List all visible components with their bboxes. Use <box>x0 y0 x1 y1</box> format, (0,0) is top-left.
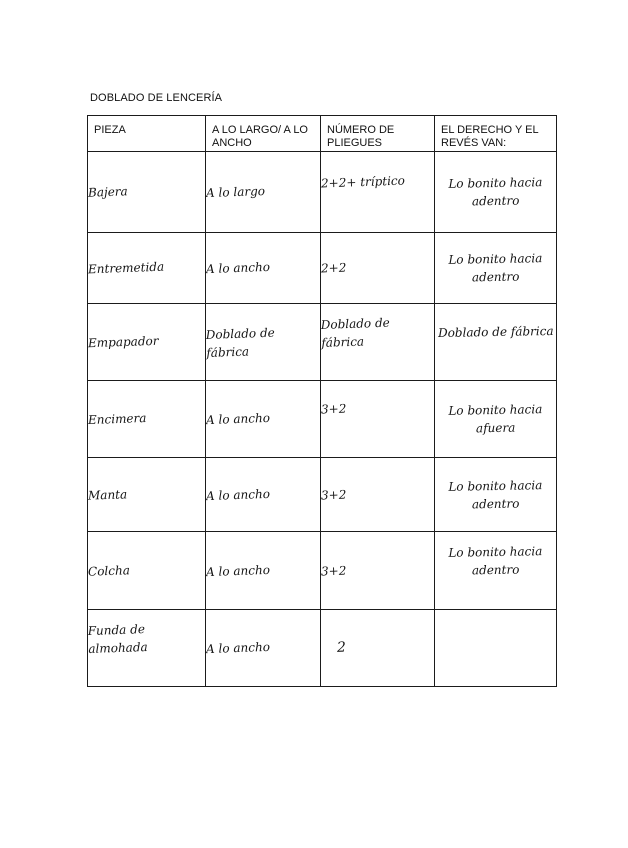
lingerie-folding-table <box>87 115 557 687</box>
document-title: DOBLADO DE LENCERÍA <box>90 92 223 104</box>
cell-pieza: Manta <box>88 458 206 532</box>
header-pieza: PIEZA <box>88 116 206 152</box>
cell-derecho-reves: Doblado de fábrica <box>435 304 557 381</box>
cell-derecho-reves: Lo bonito hacia adentro <box>435 233 557 304</box>
cell-pliegues: 3+2 <box>321 381 435 458</box>
table-row <box>88 458 557 532</box>
header-derecho-reves: EL DERECHO Y EL REVÉS VAN: <box>435 116 557 152</box>
cell-pliegues: 3+2 <box>321 458 435 532</box>
header-pliegues: NÚMERO DE PLIEGUES <box>321 116 435 152</box>
cell-pliegues: 2+2 <box>321 233 435 304</box>
cell-pieza: Bajera <box>88 152 206 233</box>
cell-pliegues: Doblado de fábrica <box>321 304 435 381</box>
cell-derecho-reves: Lo bonito hacia adentro <box>435 458 557 532</box>
cell-sentido: A lo ancho <box>206 610 321 687</box>
cell-sentido: A lo largo <box>206 152 321 233</box>
table-row <box>88 381 557 458</box>
cell-pieza: Colcha <box>88 532 206 610</box>
cell-pieza: Funda de almohada <box>88 610 206 687</box>
cell-pieza: Empapador <box>88 304 206 381</box>
cell-derecho-reves: Lo bonito hacia adentro <box>435 532 557 610</box>
cell-derecho-reves: Lo bonito hacia afuera <box>435 381 557 458</box>
cell-derecho-reves: Lo bonito hacia adentro <box>435 152 557 233</box>
cell-sentido: Doblado de fábrica <box>206 304 321 381</box>
header-sentido: A LO LARGO/ A LO ANCHO <box>206 116 321 152</box>
cell-sentido: A lo ancho <box>206 381 321 458</box>
cell-pliegues: 3+2 <box>321 532 435 610</box>
cell-derecho-reves <box>435 610 557 687</box>
cell-pieza: Entremetida <box>88 233 206 304</box>
table-row <box>88 610 557 687</box>
cell-pliegues: 2+2+ tríptico <box>321 152 435 233</box>
table-row <box>88 304 557 381</box>
cell-pieza: Encimera <box>88 381 206 458</box>
table-header-row <box>88 116 557 152</box>
table-row <box>88 532 557 610</box>
cell-sentido: A lo ancho <box>206 532 321 610</box>
table-row <box>88 152 557 233</box>
cell-pliegues: 2 <box>321 610 435 687</box>
cell-sentido: A lo ancho <box>206 458 321 532</box>
table-row <box>88 233 557 304</box>
cell-sentido: A lo ancho <box>206 233 321 304</box>
